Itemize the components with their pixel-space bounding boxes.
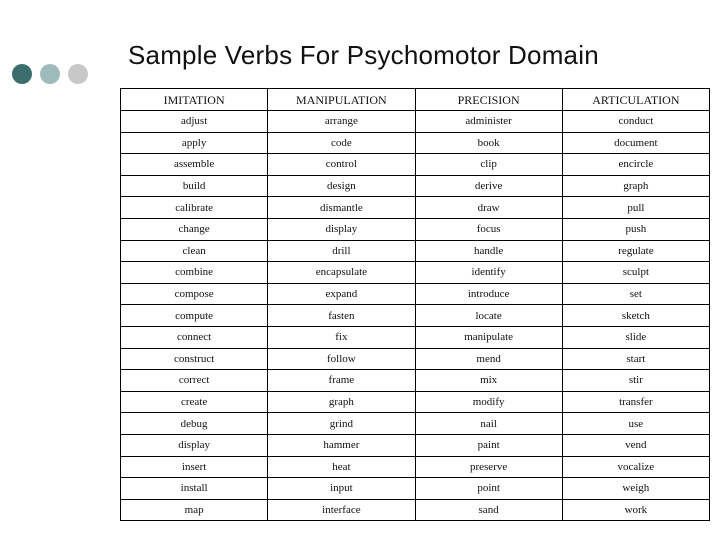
table-cell: handle	[415, 240, 562, 262]
table-cell: pull	[562, 197, 709, 219]
table-row	[121, 456, 710, 478]
column-header: IMITATION	[121, 89, 268, 111]
table-cell: encircle	[562, 154, 709, 176]
table-cell: clip	[415, 154, 562, 176]
table-row	[121, 262, 710, 284]
table-cell: transfer	[562, 391, 709, 413]
table-row	[121, 348, 710, 370]
table-row	[121, 478, 710, 500]
table-cell: book	[415, 132, 562, 154]
table-cell: grind	[268, 413, 415, 435]
table-cell: graph	[562, 175, 709, 197]
table-cell: heat	[268, 456, 415, 478]
table-cell: install	[121, 478, 268, 500]
table-cell: regulate	[562, 240, 709, 262]
table-row	[121, 326, 710, 348]
table-cell: clean	[121, 240, 268, 262]
table-row	[121, 197, 710, 219]
table-cell: stir	[562, 370, 709, 392]
dot-dark	[12, 64, 32, 84]
table-cell: fasten	[268, 305, 415, 327]
table-row	[121, 154, 710, 176]
table-cell: encapsulate	[268, 262, 415, 284]
table-cell: correct	[121, 370, 268, 392]
table-cell: point	[415, 478, 562, 500]
table-cell: manipulate	[415, 326, 562, 348]
table-cell: compose	[121, 283, 268, 305]
table-cell: set	[562, 283, 709, 305]
table-row	[121, 413, 710, 435]
table-cell: modify	[415, 391, 562, 413]
table-cell: focus	[415, 218, 562, 240]
table-cell: arrange	[268, 111, 415, 133]
table-cell: combine	[121, 262, 268, 284]
table-cell: vend	[562, 434, 709, 456]
table-cell: locate	[415, 305, 562, 327]
table-cell: sculpt	[562, 262, 709, 284]
table-cell: construct	[121, 348, 268, 370]
table-cell: display	[268, 218, 415, 240]
table-cell: design	[268, 175, 415, 197]
table-cell: administer	[415, 111, 562, 133]
dot-light	[68, 64, 88, 84]
table-cell: mix	[415, 370, 562, 392]
table-cell: debug	[121, 413, 268, 435]
table-cell: build	[121, 175, 268, 197]
table-cell: dismantle	[268, 197, 415, 219]
table-cell: code	[268, 132, 415, 154]
table-body	[121, 111, 710, 521]
table-cell: assemble	[121, 154, 268, 176]
decorative-dots	[12, 64, 88, 84]
table-cell: map	[121, 499, 268, 521]
table-cell: drill	[268, 240, 415, 262]
table-row	[121, 111, 710, 133]
table-cell: nail	[415, 413, 562, 435]
table-cell: compute	[121, 305, 268, 327]
column-header: ARTICULATION	[562, 89, 709, 111]
table-cell: start	[562, 348, 709, 370]
table-cell: follow	[268, 348, 415, 370]
table-cell: sketch	[562, 305, 709, 327]
table-row	[121, 283, 710, 305]
table-cell: graph	[268, 391, 415, 413]
table-cell: use	[562, 413, 709, 435]
table-row	[121, 240, 710, 262]
table-cell: preserve	[415, 456, 562, 478]
table-row	[121, 218, 710, 240]
table-cell: paint	[415, 434, 562, 456]
table-cell: derive	[415, 175, 562, 197]
table-cell: identify	[415, 262, 562, 284]
table-row	[121, 434, 710, 456]
table-cell: expand	[268, 283, 415, 305]
table-cell: display	[121, 434, 268, 456]
table-cell: sand	[415, 499, 562, 521]
table-cell: adjust	[121, 111, 268, 133]
table-cell: push	[562, 218, 709, 240]
table-row	[121, 305, 710, 327]
table-cell: control	[268, 154, 415, 176]
table-cell: introduce	[415, 283, 562, 305]
table-row	[121, 370, 710, 392]
table-cell: hammer	[268, 434, 415, 456]
verbs-table	[120, 88, 710, 521]
table-cell: weigh	[562, 478, 709, 500]
table-cell: connect	[121, 326, 268, 348]
table-cell: fix	[268, 326, 415, 348]
table-cell: create	[121, 391, 268, 413]
table-row	[121, 132, 710, 154]
table-row	[121, 175, 710, 197]
column-header: MANIPULATION	[268, 89, 415, 111]
table-cell: mend	[415, 348, 562, 370]
table-cell: insert	[121, 456, 268, 478]
table-cell: change	[121, 218, 268, 240]
dot-medium	[40, 64, 60, 84]
table-cell: work	[562, 499, 709, 521]
table-cell: interface	[268, 499, 415, 521]
table-cell: draw	[415, 197, 562, 219]
slide-title: Sample Verbs For Psychomotor Domain	[128, 40, 599, 70]
table-cell: input	[268, 478, 415, 500]
table-cell: vocalize	[562, 456, 709, 478]
table-cell: apply	[121, 132, 268, 154]
table-cell: calibrate	[121, 197, 268, 219]
table-row	[121, 499, 710, 521]
table-cell: frame	[268, 370, 415, 392]
table-row	[121, 391, 710, 413]
table-cell: document	[562, 132, 709, 154]
column-header: PRECISION	[415, 89, 562, 111]
table-cell: slide	[562, 326, 709, 348]
table-cell: conduct	[562, 111, 709, 133]
header-row	[121, 89, 710, 111]
